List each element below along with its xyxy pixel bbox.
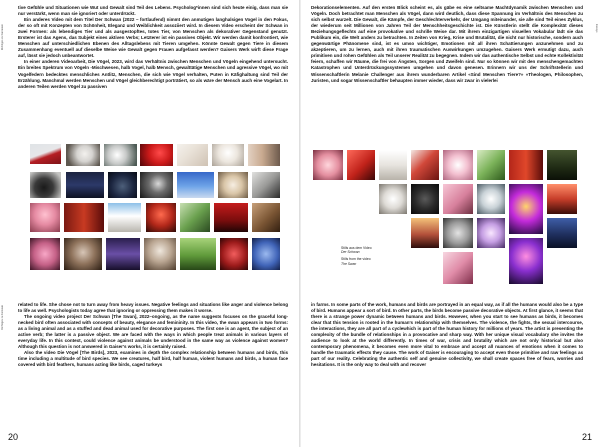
swan-sunset-photo xyxy=(411,218,439,248)
green-branch-photo xyxy=(180,203,210,232)
swan-box-photo xyxy=(252,172,280,198)
blue-flower-photo xyxy=(252,238,280,270)
blue-night-photo xyxy=(547,218,577,248)
left-english-text xyxy=(18,302,288,369)
white-swan-floor-photo xyxy=(379,184,407,214)
white-house-photo xyxy=(108,203,141,232)
red-swan-photo xyxy=(220,238,248,270)
tree-spiral-photo xyxy=(177,144,208,166)
pink-monkey-photo xyxy=(30,203,60,232)
red-branch-photo xyxy=(411,150,439,180)
flowers-photo xyxy=(477,218,505,248)
red-forest-photo xyxy=(214,203,248,232)
right-page xyxy=(301,0,600,447)
right-english-text xyxy=(311,302,583,369)
red-room-photo xyxy=(64,203,104,232)
pink-fabric-photo xyxy=(443,184,473,214)
red-swan-head-photo xyxy=(140,144,173,166)
red-figure-photo-right xyxy=(347,150,375,180)
left-en-paragraph: related to life. She chose not to turn away from heavy issues. Negative feelings and situations like anger and violence belong to life as well. Psychologists today agree that ignoring or oppressing them makes it worse. xyxy=(18,302,288,314)
right-de-paragraph: Dekorationselementen. Auf den ersten Blick scheint es, als gäbe es eine seltsame Machtdynamik zwischen Menschen und Vögeln. Doch betrachtet man Menschen als Vögel, dann wird deutlich, dass diese Spannung im Verhältnis des Menschen zu sich selbst wurzelt. Die Gewalt, die Kämpfe, der Geschlechterverkehr, der Umgang miteinander, sie alle sind Teil eines Zyklus, der wiederum seit Millionen von Jahren Teil der Menschheitsgeschichte ist. Die Künstlerin stellt die Komplexität dieses Beziehungsgeflechts auf eine provokative und schrille Weise dar. Mit ihrem einzigartigen visuellen Vokabular lädt sie das Publikum ein, die Welt anders zu betrachten. In Zeiten von Krieg, Krise und Brutalität, die nicht nur historische, sondern auch gegenwärtige Phänomene sind, ist es umso wichtiger, Emotionen mit all ihren Schattierungen anzunehmen und zu akzeptieren, um zu lernen, auch mit ihren traumatischen Auswirkungen umzugehen. Gaisers Werk ermutigt dazu, auch primitiven und rohen Gefühlen als Teil unserer Realität zu begegnen. Indem wir das authentische Selbst und echte Kollektivität feiern, schaffen wir Räume, die frei von Ängsten, Sorgen und Zweifeln sind. Nur so können wir mit den menschengemachten Katastrophen und Unterdrückungssystemen umgehen und davon genesen. Erinnern wir uns der Schriftstellerin und Wissenschaftlerin Melanie Challenger aus ihrem wunderbaren Artikel «Sind Menschen Tiere?» «Theologen, Philosophen, Juristen, und sogar Wissenschaftler behaupten immer wieder, dass wir zwar in vielerlei xyxy=(311,5,583,83)
left-de-paragraph: Ein anderes Video mit dem Titel Der Schwan (2022 – fortlaufend) nimmt den anmutigen langhalsigen Vogel in den Fokus, der so oft mit Konzepten von Schönheit, Eleganz und Weiblichkeit assoziiert wird. In diesem Video erscheint der Schwan in zwei Formen: als lebendiges Tier und als ausgestopftes, totes Tier, von Menschen als dekorativer Gegenstand genutzt. Ersterer ist das Agens, das Subjekt eines aktiven Verbs; Letzterer ist ein passives Objekt. Wir werden damit konfrontiert, wie Menschen auf unterschiedlichen Ebenen des Alltagslebens mit Tieren umgehen. Könnte Gewalt gegen Tiere in diesem Zusammenhang eventuell auf dieselbe Weise wie Gewalt gegen Frauen aufgefasst werden? Gaisers Werk wirft diese Frage auf, lässt sie jedoch unbeantwortet. xyxy=(18,17,288,59)
moth-wings-photo xyxy=(218,172,248,198)
black-swan-kneel-photo xyxy=(30,172,61,198)
bird-woman-photo xyxy=(144,238,176,270)
left-side-label: Richtiges zu Fantasien xyxy=(1,24,4,51)
rose-swan-photo xyxy=(313,150,343,180)
caption-de: Stills aus dem Video Der Schwan xyxy=(341,246,372,255)
right-en-paragraph: in farms. In some parts of the work, humans and birds are portrayed in an equal way, as if all the humans would also be a type of bird. Humans appear a sort of bird. In other parts, the birds become passive decorative objects. At first glance, it seems that there is a strange power dynamic between humans and birds. However, when you start to see humans as birds, it becomes clear that this tension is rooted in the human's relationship with themselves. The violence, the fights, the sexual intercourse, the interactions, they are all part of a cyclewhich is part of the human history for millions of years. The artist is presenting the complexity of the bundle of relationships in a provocative and sharp way. With her unique visual vocabulary she invites the audience to look at the world differently. In times of war, crisis and brutality which are not only historical but also contemporary phenomena, it becomes even more vital to embrace and accept all nuances of emotions when it comes to handle the traumatic effects they cause. The work of Gaiser is encouraging to accept even those primitive and raw feelings as part of our reality. Celebrating the authentic self and genuine collectivity, we shall create spaces free of fears, worries and hesitations. It is the only way to deal with and recover xyxy=(311,302,583,368)
page-number-right: 21 xyxy=(581,432,592,442)
pink-swan-photo xyxy=(443,150,473,180)
left-side-label-lower: Richtiges zu Fantasie xyxy=(1,305,4,330)
pink-dancer-photo xyxy=(443,252,473,284)
birds-lights-photo xyxy=(509,184,543,234)
red-room-photo-right xyxy=(509,150,543,180)
right-side-label: Essays xyxy=(595,24,598,33)
green-grass-photo xyxy=(180,238,216,270)
left-en-paragraph: Also the video Die Vögel [The Birds], 2023, examines in depth the complex relationship between humans and birds, this time including a multitude of bird species. We see creatures, half bird, half human, violent humans and birds, a human face covered with bird feathers, humans acting like birds, caged turkeys xyxy=(18,350,288,368)
left-de-paragraph: In einer anderen Videoarbeit, Die Vögel, 2023, wird das Verhältnis zwischen Menschen und Vögeln eingehend untersucht. Ein breites Spektrum von Vögeln -Mischwesen, halb Vogel, halb Mensch, gewalttätige Menschen und agressive Vögel, wo mit Vogelfedern bedecktes menschliches Antlitz, Menschen, die sich wie Vögel verhalten, Puten in Käfighaltung sind Teil der Erzählung. Manchmal werden Menschen und Vögel gleichberechtigt porträtiert, so als wäre der Mensch auch eine Vogelart. In anderen Teilen werden Vögel zu passiven xyxy=(18,59,288,89)
red-sky-photo xyxy=(547,184,577,214)
left-german-text xyxy=(18,5,288,90)
left-en-paragraph: The ongoing video project Der Schwan [The Swan], 2022–ongoing, as the name suggests focuses on the graceful long-necked bird often associated with concepts of beauty, elegance and femininity. In this video, the swan appears in two forms: as a living animal and as a stuffed and dead animal used for decorative purposes. The first one is an agent, the subject of an active verb; the latter is a passive object. We are faced with the ways in which people treat animals in various layers of everyday life. In this context, could violence against animals be understood in the same way as violence against women? Although this question is not answered in Gaiser's works, it is certainly raised. xyxy=(18,314,288,350)
blue-swan-sky-photo xyxy=(177,172,214,198)
page-number-left: 20 xyxy=(8,432,19,442)
woman-with-swan-photo xyxy=(248,144,280,166)
purple-crowd-photo xyxy=(106,238,140,270)
red-figure-photo xyxy=(146,203,176,232)
purple-lights-photo xyxy=(509,238,543,284)
green-tree-photo xyxy=(477,150,505,180)
white-bird-lamp-photo xyxy=(212,144,244,166)
brown-interior-photo xyxy=(252,203,280,232)
pink-lamp-photo xyxy=(30,238,60,270)
image-caption xyxy=(341,246,401,266)
dark-bird-photo xyxy=(411,184,439,214)
white-swan-lake-photo xyxy=(477,184,505,214)
caption-en: Stills from the video The Swan xyxy=(341,257,371,266)
dark-woods-photo xyxy=(547,150,577,180)
left-de-paragraph: tive Gefühle und Situationen wie Wut und Gewalt sind Teil des Lebens. Psycholog*innen sind sich heute einig, dass man sie nur verstärkt, wenn man sie ignoriert oder unterdrückt. xyxy=(18,5,288,17)
swan-close-photo xyxy=(104,144,137,166)
grey-swan-photo xyxy=(443,218,473,248)
dark-swan-photo xyxy=(140,172,173,198)
left-page xyxy=(0,0,299,447)
right-german-text xyxy=(311,5,583,84)
bird-portrait-photo xyxy=(64,238,102,270)
night-swan-photo xyxy=(108,172,137,198)
dark-blue-figure-photo xyxy=(66,172,104,198)
white-house-photo-right xyxy=(379,150,407,180)
white-swan-neck-photo xyxy=(66,144,100,166)
dancer-red-lower-photo xyxy=(30,144,61,164)
